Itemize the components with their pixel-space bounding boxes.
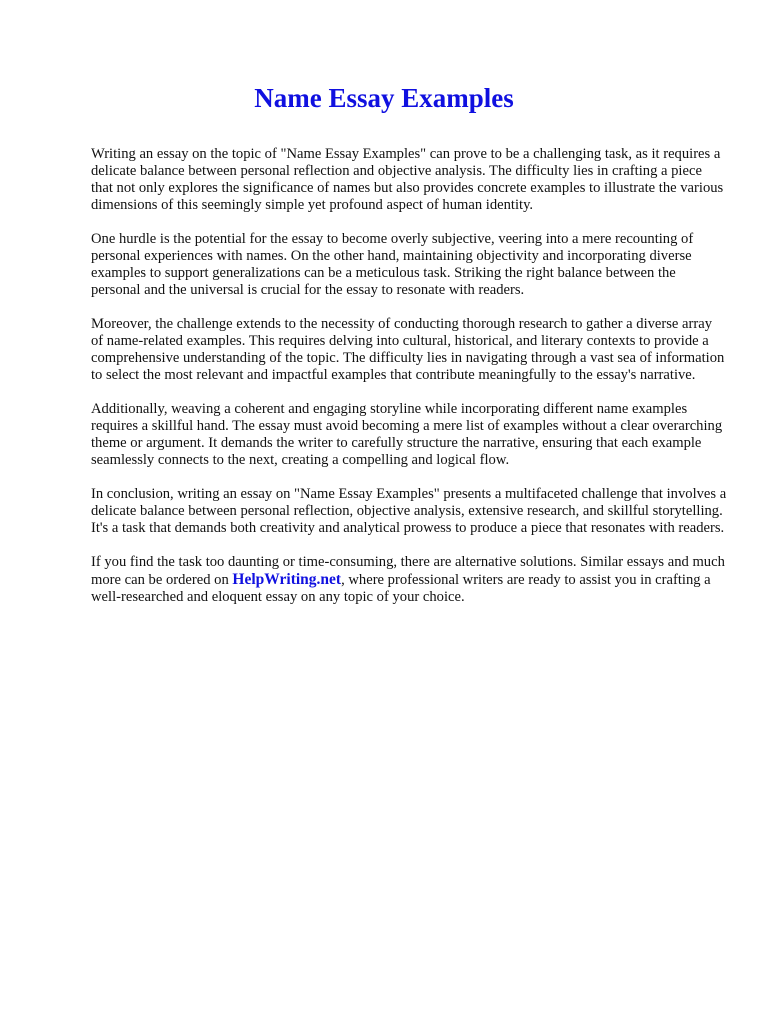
paragraph-1: Writing an essay on the topic of "Name Essay Examples" can prove to be a challenging task, as it requires a delicate balance between personal reflection and objective analysis. The difficulty lies in crafting a piece that not only explores the significance of names but also provides concrete examples to illustrate the various dimensions of this seemingly simple yet profound aspect of human identity. <box>91 146 724 213</box>
document-body <box>91 146 727 623</box>
helpwriting-link[interactable]: HelpWriting.net <box>232 571 342 588</box>
paragraph-3: Moreover, the challenge extends to the necessity of conducting thorough research to gather a diverse array of name-related examples. This requires delving into cultural, historical, and literary contexts to provide a comprehensive understanding of the topic. The difficulty lies in navigating through a vast sea of information to select the most relevant and impactful examples that contribute meaningfully to the essay's narrative. <box>91 316 725 383</box>
paragraph-6-after-link: , where professional writers are ready to assist you in crafting a well-researched and eloquent essay on any topic of your choice. <box>91 572 711 605</box>
paragraph-5: In conclusion, writing an essay on "Name Essay Examples" presents a multifaceted challenge that involves a delicate balance between personal reflection, objective analysis, extensive research, and skillful storytelling. It's a task that demands both creativity and analytical prowess to produce a piece that resonates with readers. <box>91 486 727 536</box>
paragraph-6 <box>91 554 727 606</box>
paragraph-6-before-link: If you find the task too daunting or time-consuming, there are alternative solutions. Similar essays and much more can be ordered on <box>91 554 725 588</box>
document-title: Name Essay Examples <box>254 83 514 113</box>
paragraph-4: Additionally, weaving a coherent and engaging storyline while incorporating different name examples requires a skillful hand. The essay must avoid becoming a mere list of examples without a clear overarching theme or argument. It demands the writer to carefully structure the narrative, ensuring that each example seamlessly connects to the next, creating a compelling and logical flow. <box>91 401 723 468</box>
paragraph-2: One hurdle is the potential for the essay to become overly subjective, veering into a mere recounting of personal experiences with names. On the other hand, maintaining objectivity and incorporating diverse examples to support generalizations can be a meticulous task. Striking the right balance between the personal and the universal is crucial for the essay to resonate with readers. <box>91 231 694 298</box>
